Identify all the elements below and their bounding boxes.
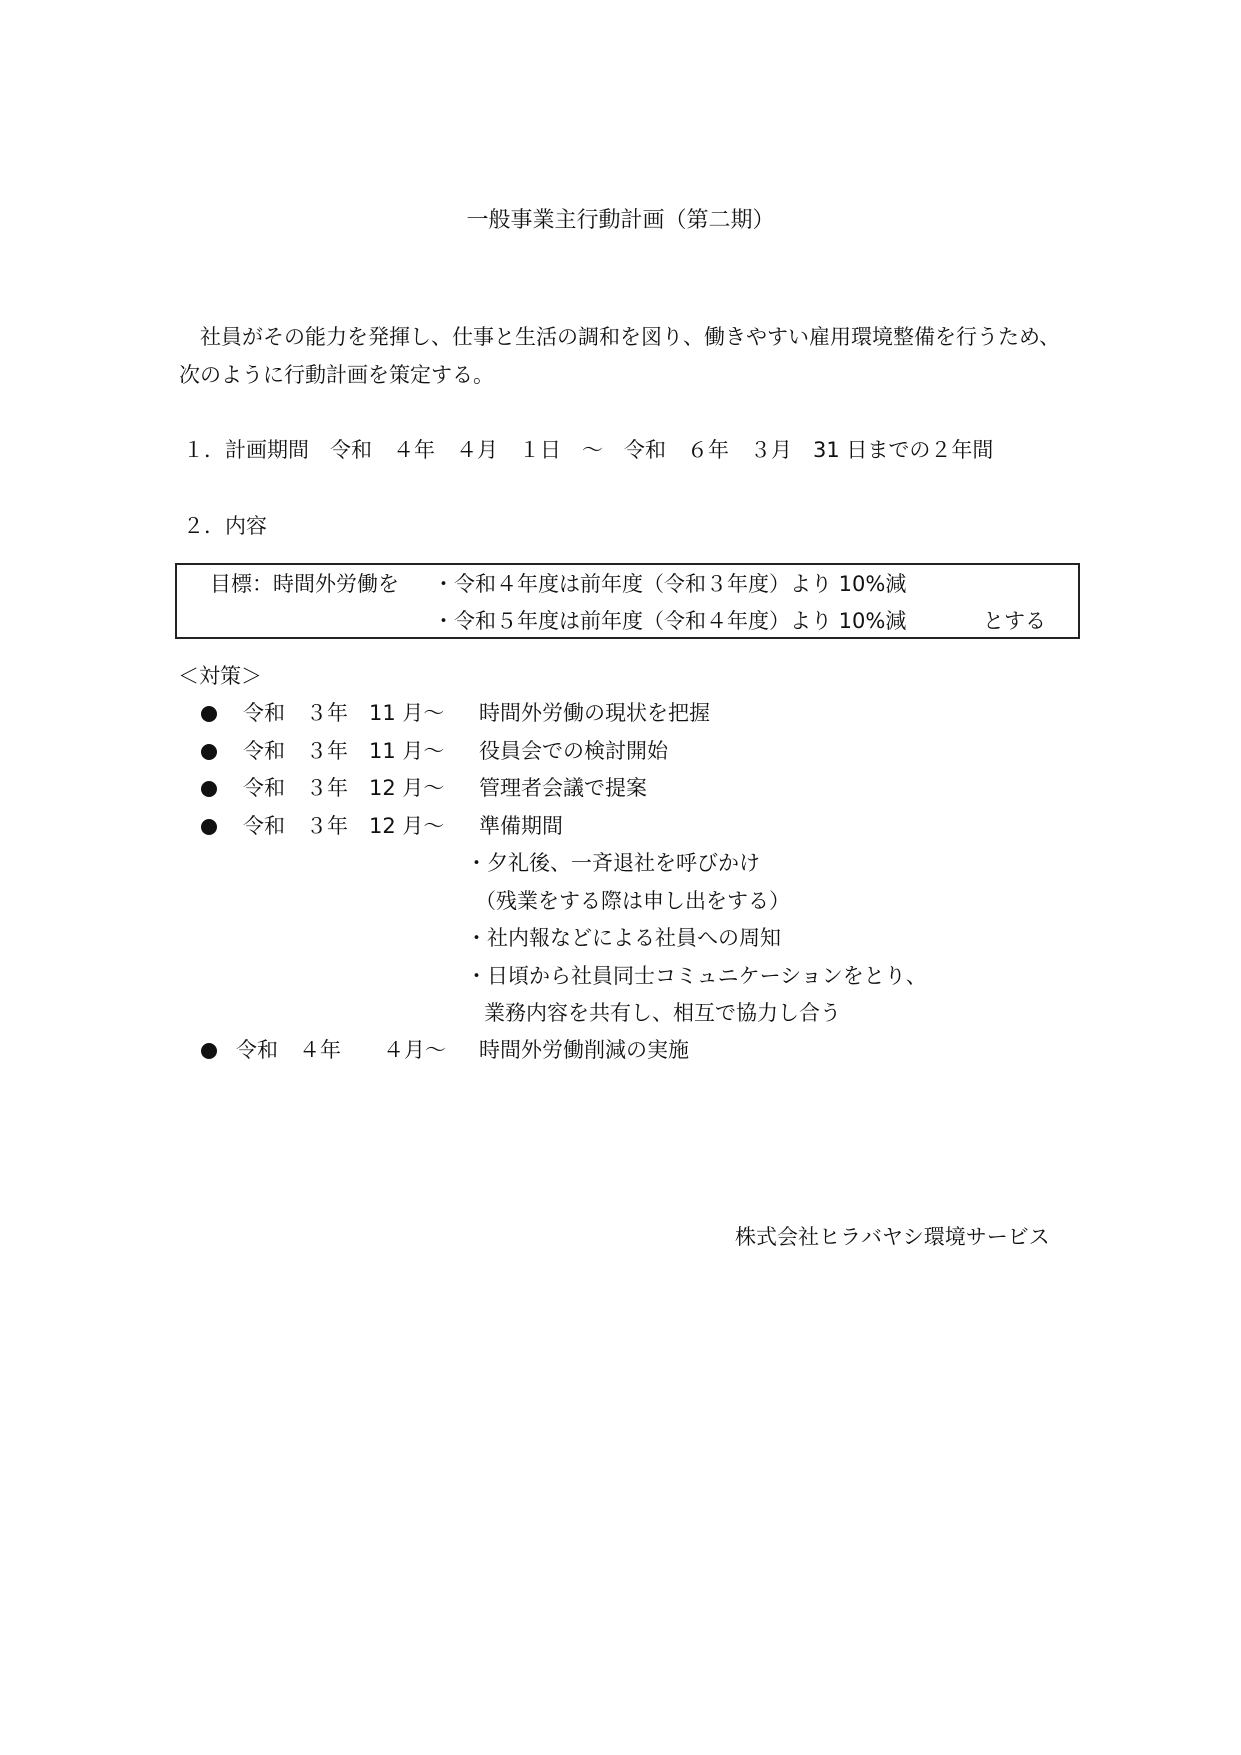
preparation-detail: ・社内報などによる社員への周知 [466, 926, 781, 950]
measure-item: 準備期間 [479, 814, 563, 838]
bullet-icon [201, 1043, 217, 1059]
intro-line-2: 次のように行動計画を策定する。 [179, 363, 494, 387]
measure-item: 役員会での検討開始 [479, 739, 668, 763]
measure-item: 時間外労働削減の実施 [479, 1038, 689, 1062]
bullet-icon [201, 781, 217, 797]
measure-date: 令和 ４年 ４月～ [236, 1038, 446, 1062]
preparation-detail: ・日頃から社員同士コミュニケーションをとり、 [466, 964, 927, 988]
measure-item: 管理者会議で提案 [479, 776, 647, 800]
measure-date: 令和 ３年 12 月～ [243, 776, 445, 800]
bullet-icon [201, 744, 217, 760]
goal-line-2: ・令和５年度は前年度（令和４年度）より 10%減 [433, 609, 907, 633]
goal-suffix: とする [983, 609, 1046, 633]
measure-date: 令和 ３年 11 月～ [243, 739, 445, 763]
intro-line-1: 社員がその能力を発揮し、仕事と生活の調和を図り、働きやすい雇用環境整備を行うため、 [200, 325, 1061, 349]
document-title: 一般事業主行動計画（第二期） [466, 208, 775, 233]
bullet-icon [201, 819, 217, 835]
plan-period: １．計画期間 令和 ４年 ４月 １日 ～ 令和 ６年 ３月 31 日までの２年間 [183, 438, 994, 462]
measure-date: 令和 ３年 11 月～ [243, 701, 445, 725]
preparation-detail: ・夕礼後、一斉退社を呼びかけ [466, 851, 760, 875]
measure-date: 令和 ３年 12 月～ [243, 814, 445, 838]
measures-heading: ＜対策＞ [178, 664, 262, 688]
content-heading: ２．内容 [183, 514, 267, 538]
measure-item: 時間外労働の現状を把握 [479, 701, 710, 725]
goal-label: 目標：時間外労働を [210, 572, 399, 596]
preparation-detail: 業務内容を共有し、相互で協力し合う [484, 1001, 841, 1025]
company-name: 株式会社ヒラバヤシ環境サービス [735, 1225, 1050, 1249]
bullet-icon [201, 706, 217, 722]
goal-line-1: ・令和４年度は前年度（令和３年度）より 10%減 [433, 572, 907, 596]
preparation-detail: （残業をする際は申し出をする） [475, 889, 790, 913]
